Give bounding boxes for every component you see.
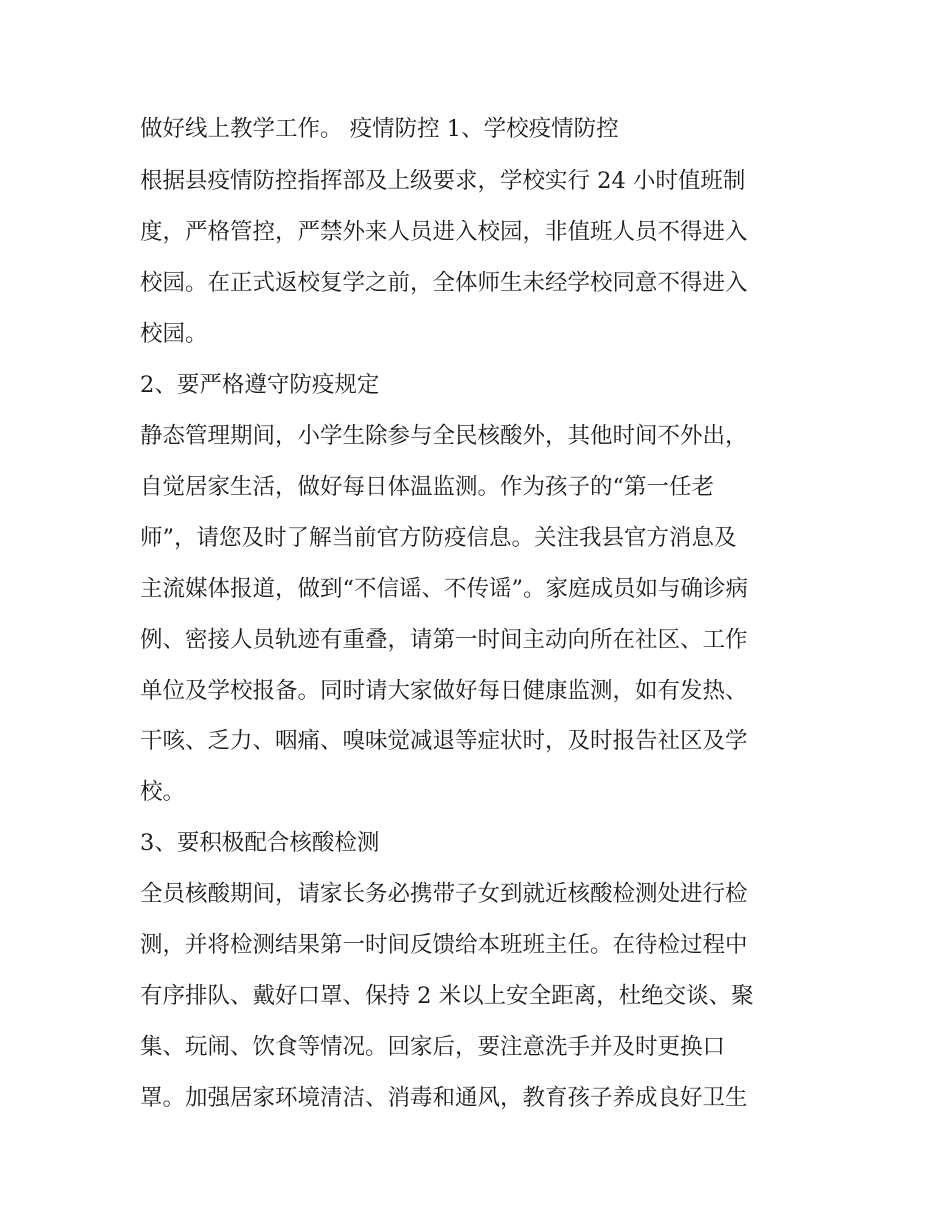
text-line: 有序排队、戴好口罩、保持 2 米以上安全距离，杜绝交谈、聚 <box>140 983 754 1009</box>
text-line: 集、玩闹、饮食等情况。回家后，要注意洗手并及时更换口 <box>140 1034 726 1060</box>
text-line: 度，严格管控，严禁外来人员进入校园，非值班人员不得进入 <box>140 219 748 245</box>
text-line: 师”，请您及时了解当前官方防疫信息。关注我县官方消息及 <box>140 525 737 551</box>
text-line: 主流媒体报道，做到“不信谣、不传谣”。家庭成员如与确诊病 <box>140 576 749 602</box>
section-heading: 3、要积极配合核酸检测 <box>140 830 380 856</box>
text-line: 罩。加强居家环境清洁、消毒和通风，教育孩子养成良好卫生 <box>140 1085 748 1111</box>
text-line: 全员核酸期间，请家长务必携带子女到就近核酸检测处进行检 <box>140 881 748 907</box>
text-line: 校。 <box>140 779 186 805</box>
text-line: 静态管理期间，小学生除参与全民核酸外，其他时间不外出， <box>140 423 748 449</box>
text-line: 校园。在正式返校复学之前，全体师生未经学校同意不得进入 <box>140 270 748 296</box>
text-line: 做好线上教学工作。 疫情防控 1、学校疫情防控 <box>140 116 619 142</box>
section-heading: 2、要严格遵守防疫规定 <box>140 372 380 398</box>
text-line: 校园。 <box>140 321 208 347</box>
text-line: 干咳、乏力、咽痛、嗅味觉减退等症状时，及时报告社区及学 <box>140 728 748 754</box>
text-line: 自觉居家生活，做好每日体温监测。作为孩子的“第一任老 <box>140 474 715 500</box>
text-line: 单位及学校报备。同时请大家做好每日健康监测，如有发热、 <box>140 678 748 704</box>
text-line: 测，并将检测结果第一时间反馈给本班班主任。在待检过程中 <box>140 932 748 958</box>
text-line: 例、密接人员轨迹有重叠，请第一时间主动向所在社区、工作 <box>140 627 748 653</box>
text-line: 根据县疫情防控指挥部及上级要求，学校实行 24 小时值班制 <box>140 168 746 194</box>
